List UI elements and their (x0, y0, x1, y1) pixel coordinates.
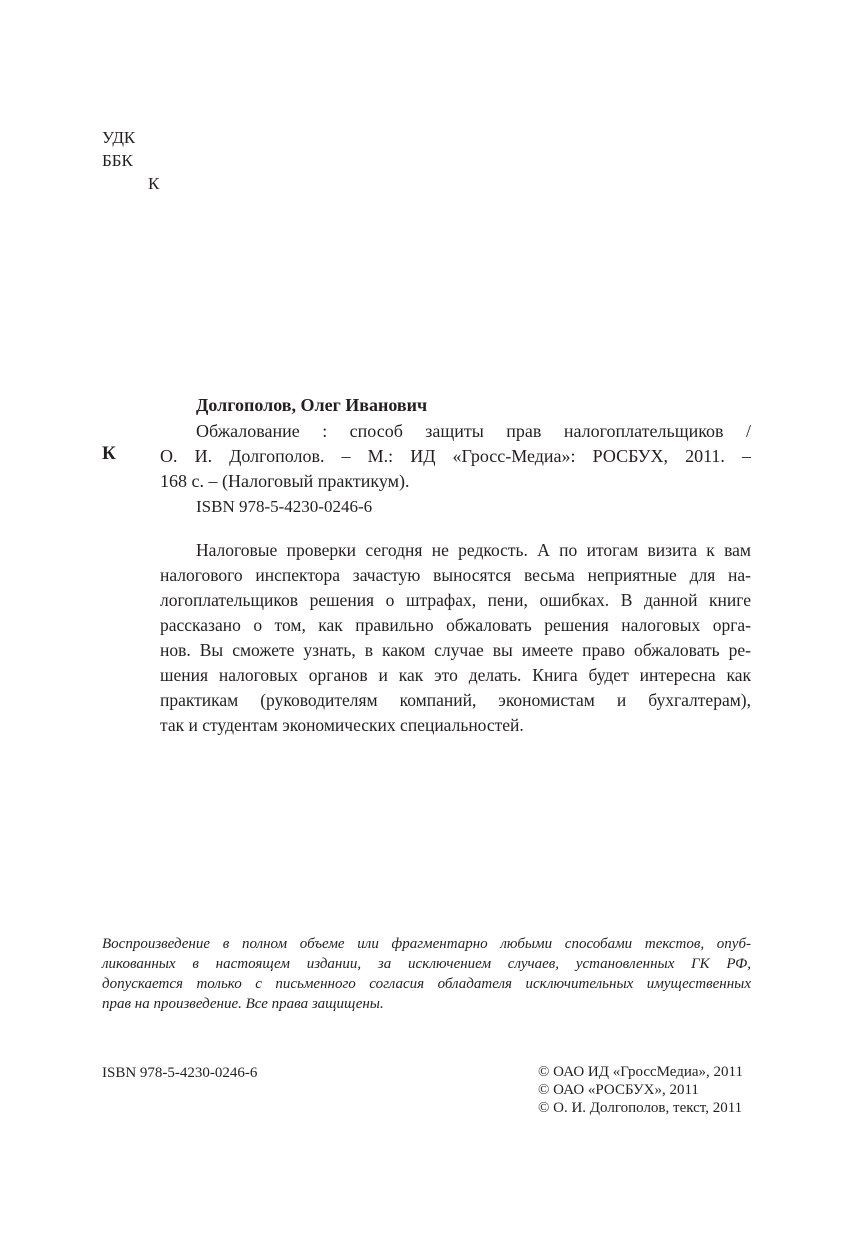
author-mark: К (102, 443, 116, 464)
legal-notice-line: Воспроизведение в полном объеме или фрагментарно любыми способами текстов, опуб- (102, 936, 751, 952)
annotation-line: налогового инспектора зачастую выносятся весьма неприятные для на- (160, 565, 751, 585)
isbn-record: ISBN 978-5-4230-0246-6 (196, 497, 373, 516)
legal-notice-line: прав на произведение. Все права защищены. (102, 996, 384, 1012)
copyright-line: © ОАО «РОСБУХ», 2011 (538, 1082, 699, 1098)
copyright-line: © О. И. Долгополов, текст, 2011 (538, 1100, 743, 1116)
title-line: 168 с. – (Налоговый практикум). (160, 471, 410, 491)
annotation-line: рассказано о том, как правильно обжаловать решения налоговых орга- (160, 615, 751, 635)
legal-notice-line: ликованных в настоящем издании, за исключением случаев, установленных ГК РФ, (102, 956, 751, 972)
title-line: О. И. Долгополов. – М.: ИД «Гросс-Медиа»: РОСБУХ, 2011. – (160, 446, 751, 466)
udk-label: УДК (102, 128, 136, 147)
annotation-line: практикам (руководителям компаний, экономистам и бухгалтерам), (160, 690, 751, 710)
title-line: Обжалование : способ защиты прав налогоплательщиков / (196, 421, 751, 441)
annotation-line: шения налоговых органов и как это делать. Книга будет интересна как (160, 665, 751, 685)
author-sign-code: К (148, 174, 160, 193)
footer-isbn: ISBN 978-5-4230-0246-6 (102, 1065, 258, 1081)
copyright-line: © ОАО ИД «ГроссМедиа», 2011 (538, 1064, 743, 1080)
annotation-line: Налоговые проверки сегодня не редкость. А по итогам визита к вам (196, 540, 751, 560)
author-heading: Долгополов, Олег Иванович (196, 395, 428, 415)
annotation-line: логоплательщиков решения о штрафах, пени, ошибках. В данной книге (160, 590, 751, 610)
annotation-line: так и студентам экономических специальностей. (160, 715, 524, 735)
bbk-label: ББК (102, 151, 133, 170)
legal-notice-line: допускается только с письменного согласия обладателя исключительных имущественных (102, 976, 751, 992)
annotation-line: нов. Вы сможете узнать, в каком случае вы имеете право обжаловать ре- (160, 640, 751, 660)
